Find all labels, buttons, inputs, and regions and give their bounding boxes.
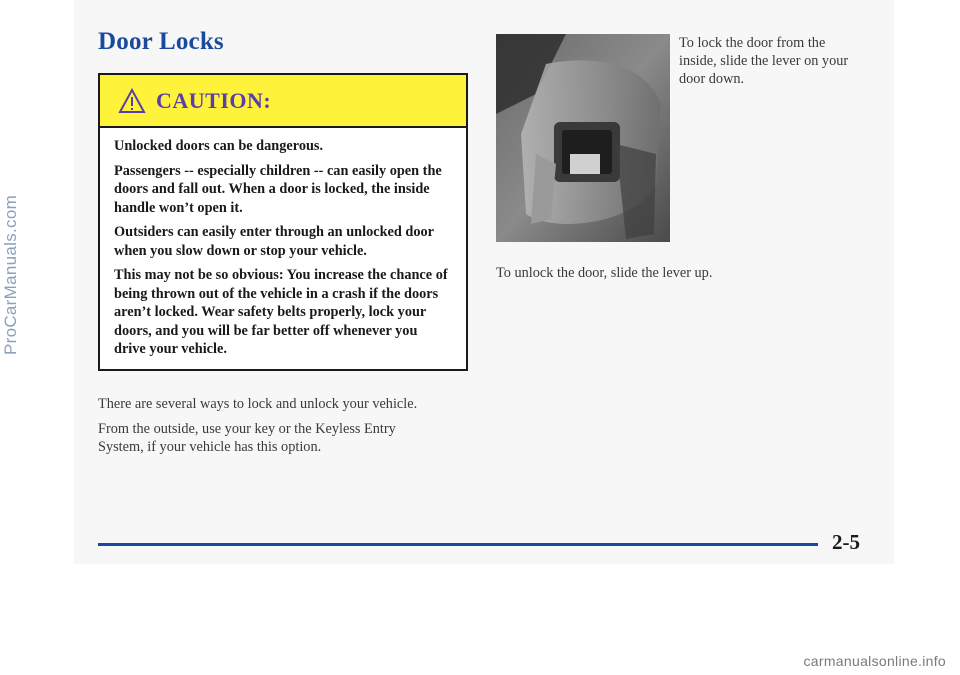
footer-rule bbox=[98, 543, 818, 546]
site-footer-link[interactable]: carmanualsonline.info bbox=[803, 653, 946, 669]
caution-paragraph: This may not be so obvious: You increase the chance of being thrown out of the vehicle in a crash if the doors aren’t locked. Wear safety belts properly, lock your doors, and you will be far better off whenever you drive your vehicle. bbox=[114, 267, 448, 357]
caution-box bbox=[98, 73, 468, 371]
caution-paragraph: Unlocked doors can be dangerous. bbox=[114, 138, 324, 154]
caution-paragraph: Passengers -- especially children -- can easily open the doors and fall out. When a door is locked, the inside handle won’t open it. bbox=[114, 162, 442, 216]
page-number: 2-5 bbox=[832, 530, 860, 554]
caution-header bbox=[100, 75, 466, 128]
door-lock-lever-photo bbox=[496, 34, 670, 242]
caution-title: CAUTION: bbox=[156, 87, 272, 113]
lock-instruction-text: To lock the door from the inside, slide the lever on your door down. bbox=[679, 35, 849, 87]
caution-paragraph: Outsiders can easily enter through an unlocked door when you slow down or stop your vehicle. bbox=[114, 224, 434, 259]
warning-triangle-icon bbox=[118, 88, 146, 114]
outside-lock-text: From the outside, use your key or the Keyless Entry System, if your vehicle has this option. bbox=[98, 421, 396, 455]
ways-to-lock-text: There are several ways to lock and unlock your vehicle. bbox=[98, 396, 418, 412]
caution-body bbox=[100, 128, 466, 359]
section-title: Door Locks bbox=[98, 28, 224, 55]
unlock-instruction-text: To unlock the door, slide the lever up. bbox=[496, 265, 713, 281]
watermark: ProCarManuals.com bbox=[1, 194, 20, 355]
